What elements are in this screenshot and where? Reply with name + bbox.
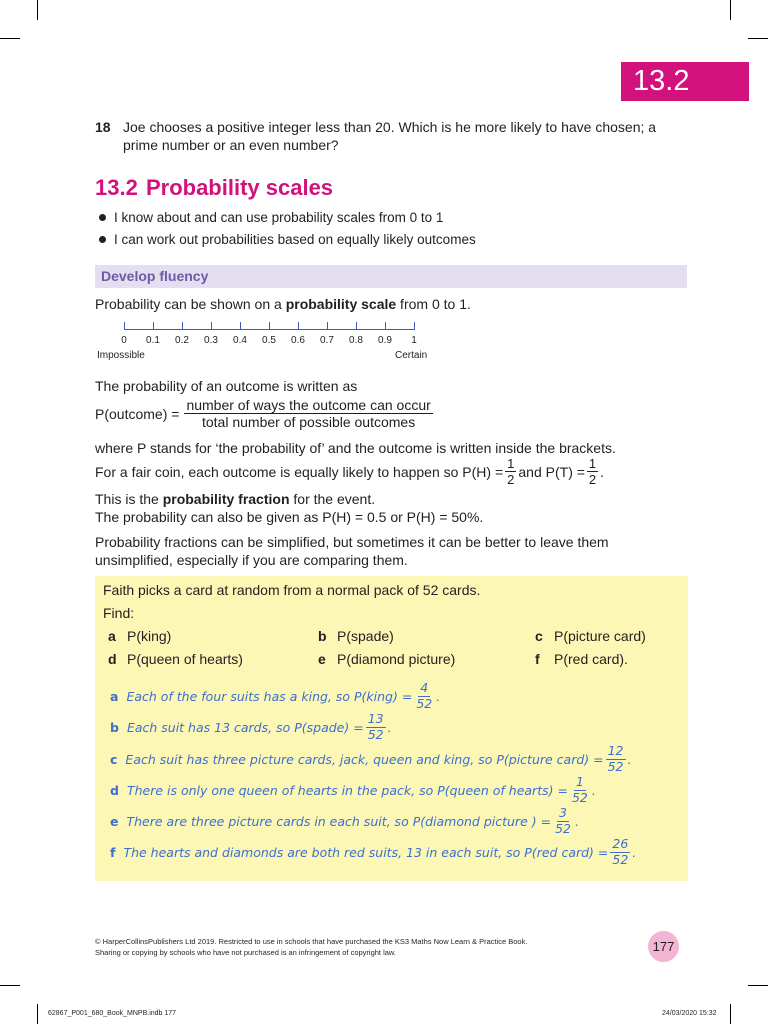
coin-end: . bbox=[600, 463, 605, 480]
scale-tick-label: 0.3 bbox=[204, 335, 218, 346]
section-heading bbox=[95, 175, 333, 201]
example-part bbox=[108, 627, 171, 645]
objective-item bbox=[99, 231, 476, 249]
where-text: where P stands for ‘the probability of’ and the outcome is written inside the brackets. bbox=[95, 440, 616, 456]
objective-text: I know about and can use probability scales from 0 to 1 bbox=[114, 210, 444, 225]
solution-line bbox=[110, 745, 632, 773]
scale-tick bbox=[240, 322, 241, 330]
solution-fraction bbox=[610, 838, 630, 866]
solution-text: The hearts and diamonds are both red suits, 13 in each suit, so P(red card) = bbox=[123, 844, 609, 860]
solution-end: . bbox=[574, 813, 579, 829]
fraction-numerator: 12 bbox=[607, 743, 624, 758]
fraction-denominator: 52 bbox=[571, 789, 588, 805]
part-text: P(red card). bbox=[554, 651, 628, 667]
part-letter: b bbox=[318, 628, 327, 644]
example-part bbox=[108, 650, 243, 668]
scale-tick bbox=[269, 322, 270, 330]
probability-fraction-line bbox=[95, 490, 375, 508]
fraction-numerator: 26 bbox=[612, 836, 629, 851]
section-number: 13.2 bbox=[95, 175, 138, 200]
scale-tick-label: 0.8 bbox=[349, 335, 363, 346]
fraction-numerator: 4 bbox=[420, 680, 429, 695]
crop-mark bbox=[748, 985, 768, 986]
crop-mark bbox=[0, 985, 20, 986]
solution-line bbox=[110, 838, 636, 866]
scale-tick-label: 0.7 bbox=[320, 335, 334, 346]
fraction-numerator: 13 bbox=[367, 711, 384, 726]
crop-mark bbox=[0, 38, 20, 39]
part-letter: f bbox=[535, 651, 540, 667]
fraction-line-bold: probability fraction bbox=[162, 491, 290, 507]
coin-before: For a fair coin, each outcome is equally likely to happen so P(H) = bbox=[95, 463, 504, 480]
scale-tick-label: 0.9 bbox=[378, 335, 392, 346]
fraction-line-after: for the event. bbox=[289, 491, 376, 507]
part-text: P(queen of hearts) bbox=[127, 651, 243, 667]
formula-denominator: total number of possible outcomes bbox=[201, 414, 416, 430]
scale-tick bbox=[356, 322, 357, 330]
solution-end: . bbox=[591, 782, 596, 798]
example-part bbox=[535, 627, 646, 645]
fraction-denominator: 52 bbox=[612, 851, 629, 867]
question-number: 18 bbox=[95, 119, 111, 135]
solution-text: Each of the four suits has a king, so P(king) = bbox=[126, 688, 413, 704]
question-18 bbox=[95, 118, 656, 136]
part-letter: c bbox=[535, 628, 543, 644]
solution-line bbox=[110, 807, 579, 835]
scale-tick bbox=[385, 322, 386, 330]
solution-letter: f bbox=[110, 844, 116, 860]
solution-fraction bbox=[606, 745, 626, 773]
simplify-line1: Probability fractions can be simplified, but sometimes it can be better to leave them bbox=[95, 534, 609, 550]
solution-fraction bbox=[553, 807, 573, 835]
solution-text: Each suit has three picture cards, jack, queen and king, so P(picture card) = bbox=[125, 751, 604, 767]
part-letter: e bbox=[318, 651, 326, 667]
scale-tick bbox=[327, 322, 328, 330]
crop-mark bbox=[37, 0, 38, 20]
formula-lhs: P(outcome) = bbox=[95, 405, 180, 422]
fraction-denominator: 52 bbox=[416, 695, 433, 711]
scale-tick bbox=[298, 322, 299, 330]
solution-fraction bbox=[414, 682, 434, 710]
scale-tick bbox=[414, 322, 415, 330]
solution-end: . bbox=[632, 844, 637, 860]
scale-tick bbox=[182, 322, 183, 330]
question-text-line1: Joe chooses a positive integer less than 20. Which is he more likely to have chosen; a bbox=[123, 119, 657, 135]
solution-fraction bbox=[366, 713, 386, 741]
scale-tick bbox=[124, 322, 125, 330]
fraction-numerator: 1 bbox=[575, 774, 584, 789]
solution-letter: c bbox=[110, 751, 118, 767]
fraction-denominator: 52 bbox=[607, 758, 624, 774]
question-text-line2: prime number or an even number? bbox=[123, 137, 339, 153]
solution-letter: e bbox=[110, 813, 119, 829]
scale-tick-label: 1 bbox=[411, 335, 417, 346]
scale-tick-label: 0.4 bbox=[233, 335, 247, 346]
coin-fraction-t bbox=[587, 457, 598, 486]
scale-tick-label: 0 bbox=[121, 335, 127, 346]
page-number: 177 bbox=[648, 931, 679, 962]
fraction-denominator: 52 bbox=[367, 726, 384, 742]
crop-mark bbox=[748, 38, 768, 39]
probability-formula bbox=[95, 398, 435, 429]
example-intro: Faith picks a card at random from a normal pack of 52 cards. bbox=[103, 582, 481, 598]
simplify-line2: unsimplified, especially if you are comparing them. bbox=[95, 552, 408, 568]
section-tab: 13.2 bbox=[621, 62, 749, 101]
fraction-denominator: 2 bbox=[588, 472, 597, 487]
part-letter: d bbox=[108, 651, 117, 667]
scale-label-certain: Certain bbox=[395, 350, 428, 361]
copyright-line2: Sharing or copying by schools who have not purchased is an infringement of copyright law. bbox=[95, 948, 397, 957]
crop-mark bbox=[730, 1004, 731, 1024]
intro-after: from 0 to 1. bbox=[396, 296, 471, 312]
bullet-icon bbox=[99, 236, 106, 243]
part-text: P(king) bbox=[127, 628, 172, 644]
example-part bbox=[318, 650, 455, 668]
decimal-line: The probability can also be given as P(H) = 0.5 or P(H) = 50%. bbox=[95, 509, 484, 525]
scale-tick-label: 0.1 bbox=[146, 335, 160, 346]
solution-end: . bbox=[436, 688, 441, 704]
solution-text: There are three picture cards in each suit, so P(diamond picture ) = bbox=[126, 813, 552, 829]
solution-letter: a bbox=[110, 688, 119, 704]
develop-fluency-heading: Develop fluency bbox=[95, 265, 687, 288]
formula-fraction bbox=[184, 398, 432, 429]
part-text: P(picture card) bbox=[554, 628, 646, 644]
crop-mark bbox=[730, 0, 731, 20]
objective-text: I can work out probabilities based on equally likely outcomes bbox=[114, 232, 476, 247]
coin-middle: and P(T) = bbox=[518, 463, 585, 480]
copyright-line1: © HarperCollinsPublishers Ltd 2019. Restricted to use in schools that have purchased the KS3 Maths Now Learn & Practice Book. bbox=[95, 937, 528, 946]
section-title: Probability scales bbox=[145, 175, 334, 200]
part-text: P(diamond picture) bbox=[337, 651, 456, 667]
intro-bold: probability scale bbox=[285, 296, 397, 312]
solution-letter: b bbox=[110, 719, 119, 735]
solution-line bbox=[110, 713, 392, 741]
solution-line bbox=[110, 776, 596, 804]
fraction-numerator: 1 bbox=[507, 456, 515, 471]
fraction-denominator: 52 bbox=[555, 820, 571, 836]
solution-fraction bbox=[570, 776, 590, 804]
formula-numerator: number of ways the outcome can occur bbox=[186, 397, 431, 413]
bullet-icon bbox=[99, 214, 106, 221]
fraction-numerator: 1 bbox=[588, 456, 597, 471]
intro-before: Probability can be shown on a bbox=[95, 296, 286, 312]
intro-text bbox=[95, 295, 471, 313]
probability-scale bbox=[121, 322, 417, 352]
scale-tick bbox=[153, 322, 154, 330]
scale-label-impossible: Impossible bbox=[97, 350, 145, 361]
fraction-line-before: This is the bbox=[95, 491, 163, 507]
example-find: Find: bbox=[103, 605, 135, 621]
coin-line bbox=[95, 457, 604, 486]
example-part bbox=[318, 627, 394, 645]
slug-left: 62867_P001_680_Book_MNPB.indb 177 bbox=[48, 1010, 177, 1017]
part-letter: a bbox=[108, 628, 116, 644]
solution-text: Each suit has 13 cards, so P(spade) = bbox=[126, 719, 364, 735]
scale-tick-label: 0.6 bbox=[291, 335, 305, 346]
solution-letter: d bbox=[110, 782, 119, 798]
solution-end: . bbox=[387, 719, 392, 735]
fraction-numerator: 3 bbox=[559, 805, 567, 820]
solution-line bbox=[110, 682, 440, 710]
objective-item bbox=[99, 209, 443, 227]
crop-mark bbox=[37, 1004, 38, 1024]
solution-text: There is only one queen of hearts in the pack, so P(queen of hearts) = bbox=[126, 782, 568, 798]
part-text: P(spade) bbox=[337, 628, 394, 644]
solution-end: . bbox=[627, 751, 632, 767]
slug-right: 24/03/2020 15:32 bbox=[662, 1010, 717, 1017]
scale-tick-label: 0.5 bbox=[262, 335, 276, 346]
scale-tick-label: 0.2 bbox=[175, 335, 189, 346]
scale-tick bbox=[211, 322, 212, 330]
fraction-denominator: 2 bbox=[507, 472, 515, 487]
example-part bbox=[535, 650, 628, 668]
written-as-text: The probability of an outcome is written as bbox=[95, 378, 358, 394]
coin-fraction-h bbox=[505, 457, 516, 486]
